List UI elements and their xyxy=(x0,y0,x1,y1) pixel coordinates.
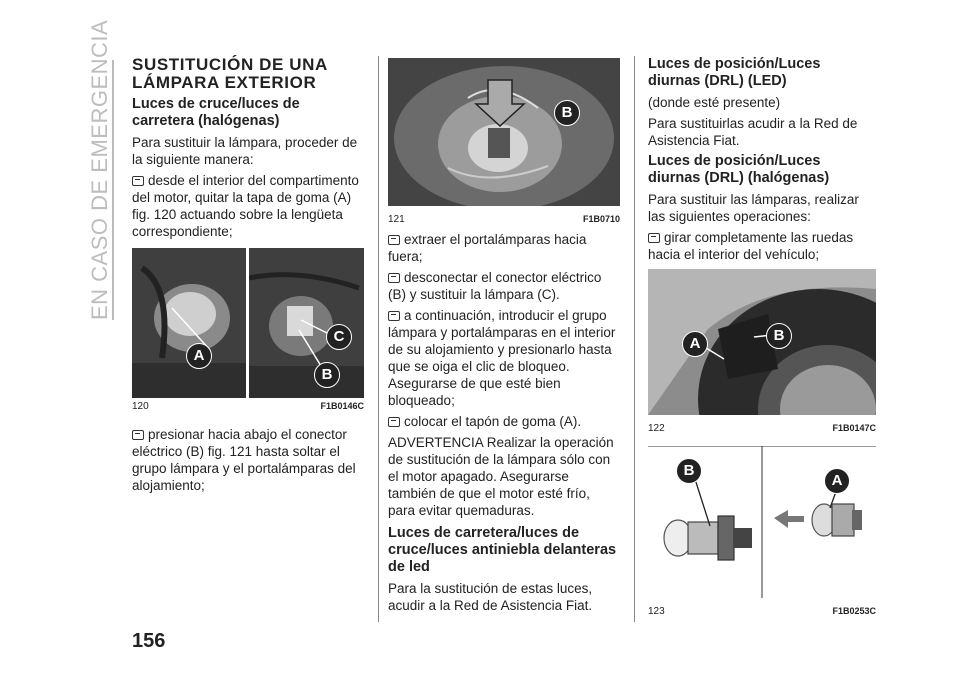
figure-image xyxy=(388,58,620,206)
figure-caption xyxy=(648,423,876,434)
engine-photo-left xyxy=(132,248,246,398)
column-divider xyxy=(634,56,635,622)
figure-number: 122 xyxy=(648,423,665,434)
section-subtitle: Luces de posición/Luces diurnas (DRL) (halógenas) xyxy=(648,153,830,186)
bullet-icon xyxy=(388,311,400,321)
bullet-icon xyxy=(132,176,144,186)
bullet-text: colocar el tapón de goma (A). xyxy=(404,414,582,429)
body-text: Para la sustitución de estas luces, acudir a la Red de Asistencia Fiat. xyxy=(388,581,593,613)
label-c: C xyxy=(326,324,352,350)
figure-caption xyxy=(132,401,364,412)
section-subtitle: Luces de posición/Luces diurnas (DRL) (LED) xyxy=(648,56,821,89)
label-b: B xyxy=(554,100,580,126)
body-text: Para sustituir las lámparas, realizar las siguientes operaciones: xyxy=(648,192,859,224)
figure-caption xyxy=(388,214,620,225)
bullet-text: a continuación, introducir el grupo lámpara y portalámparas en el interior de su alojamiento y presionarlo hasta que se oiga el clic de bloqueo. Asegurarse de que esté bien bloqueado; xyxy=(388,308,616,408)
label-a: A xyxy=(824,468,850,494)
bullet-text: desde el interior del compartimento del motor, quitar la tapa de goma (A) fig. 120 actuando sobre la lengüeta correspondiente; xyxy=(132,173,359,239)
bullet-item xyxy=(648,229,876,263)
bullet-text: girar completamente las ruedas hacia el interior del vehículo; xyxy=(648,230,854,262)
figure-123 xyxy=(648,446,876,617)
page-number: 156 xyxy=(132,630,166,652)
bullet-icon xyxy=(132,430,144,440)
figure-number: 120 xyxy=(132,401,149,412)
side-tab-label: EN CASO DE EMERGENCIA xyxy=(87,19,112,320)
figure-122 xyxy=(648,269,876,434)
column-divider xyxy=(378,56,379,622)
section-subtitle: Luces de cruce/luces de carretera (halógenas) xyxy=(132,96,300,129)
figure-number: 123 xyxy=(648,606,665,617)
side-tab-bar xyxy=(112,60,114,320)
figure-code: F1B0147C xyxy=(832,423,876,433)
bullet-item xyxy=(132,172,364,240)
label-b: B xyxy=(676,458,702,484)
label-b: B xyxy=(766,323,792,349)
bullet-item xyxy=(388,269,620,303)
column-1 xyxy=(132,56,364,498)
bullet-item xyxy=(388,307,620,409)
side-tab xyxy=(87,19,114,320)
label-b: B xyxy=(314,362,340,388)
engine-photo-right xyxy=(249,248,364,398)
body-text: Para sustituirlas acudir a la Red de Asistencia Fiat. xyxy=(648,116,858,148)
bullet-item xyxy=(388,231,620,265)
figure-120 xyxy=(132,248,364,412)
figure-code: F1B0710 xyxy=(582,214,620,224)
section-title: SUSTITUCIÓN DE UNA LÁMPARA EXTERIOR xyxy=(132,55,328,92)
bullet-icon xyxy=(388,417,400,427)
bullet-icon xyxy=(388,273,400,283)
bullet-icon xyxy=(648,233,660,243)
figure-code: F1B0146C xyxy=(320,401,364,411)
intro-text: Para sustituir la lámpara, proceder de la siguiente manera: xyxy=(132,135,358,167)
bullet-text: extraer el portalámparas hacia fuera; xyxy=(388,232,587,264)
bullet-icon xyxy=(388,235,400,245)
bullet-item xyxy=(388,413,620,430)
bullet-item xyxy=(132,426,364,494)
bullet-text: presionar hacia abajo el conector eléctrico (B) fig. 121 hasta soltar el grupo lámpara y el portalámparas del alojamiento; xyxy=(132,427,356,493)
bullet-text: desconectar el conector eléctrico (B) y sustituir la lámpara (C). xyxy=(388,270,602,302)
warning-text: ADVERTENCIA Realizar la operación de sustitución de la lámpara sólo con el motor apagado. Asegurarse también de que el motor esté frío, para evitar quemaduras. xyxy=(388,435,614,518)
figure-121 xyxy=(388,58,620,225)
column-3 xyxy=(648,56,876,621)
label-a: A xyxy=(682,331,708,357)
section-subtitle: Luces de carretera/luces de cruce/luces antiniebla delanteras de led xyxy=(388,525,617,575)
figure-code: F1B0253C xyxy=(832,606,876,616)
figure-number: 121 xyxy=(388,214,405,225)
label-a: A xyxy=(186,343,212,369)
body-text: (donde esté presente) xyxy=(648,95,781,110)
column-2 xyxy=(388,56,620,618)
figure-caption xyxy=(648,606,876,617)
